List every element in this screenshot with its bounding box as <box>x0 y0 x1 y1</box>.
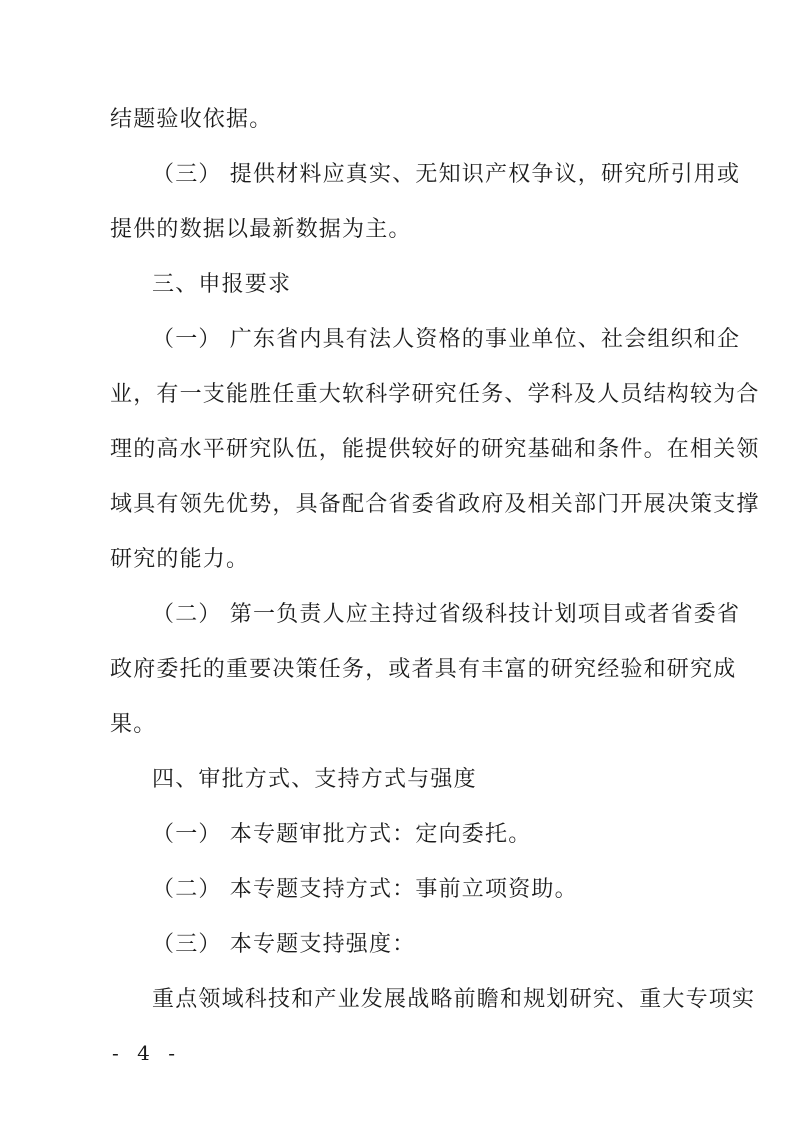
page-number: - 4 - <box>112 1041 181 1065</box>
paragraph-line-7: 理的高水平研究队伍，能提供较好的研究基础和条件。在相关领 <box>110 437 760 462</box>
paragraph-line-3: 提供的数据以最新数据为主。 <box>110 217 412 242</box>
paragraph-line-6: 业，有一支能胜任重大软科学研究任务、学科及人员结构较为合 <box>110 382 760 407</box>
paragraph-line-12: 果。 <box>110 712 157 737</box>
paragraph-line-14: （一） 本专题审批方式：定向委托。 <box>152 822 532 847</box>
paragraph-line-11: 政府委托的重要决策任务，或者具有丰富的研究经验和研究成 <box>110 657 737 682</box>
paragraph-line-8: 域具有领先优势，具备配合省委省政府及相关部门开展决策支撑 <box>110 492 760 517</box>
paragraph-line-15: （二） 本专题支持方式：事前立项资助。 <box>152 877 578 902</box>
paragraph-line-9: 研究的能力。 <box>110 547 250 572</box>
paragraph-line-17: 重点领域科技和产业发展战略前瞻和规划研究、重大专项实 <box>152 987 756 1012</box>
section-heading-3: 三、申报要求 <box>152 272 292 297</box>
section-heading-4: 四、审批方式、支持方式与强度 <box>152 767 477 792</box>
paragraph-line-5: （一） 广东省内具有法人资格的事业单位、社会组织和企 <box>152 327 741 352</box>
paragraph-line-10: （二） 第一负责人应主持过省级科技计划项目或者省委省 <box>152 602 741 627</box>
paragraph-line-1: 结题验收依据。 <box>110 107 273 132</box>
paragraph-line-2: （三） 提供材料应真实、无知识产权争议，研究所引用或 <box>152 162 741 187</box>
paragraph-line-16: （三） 本专题支持强度： <box>152 932 416 957</box>
